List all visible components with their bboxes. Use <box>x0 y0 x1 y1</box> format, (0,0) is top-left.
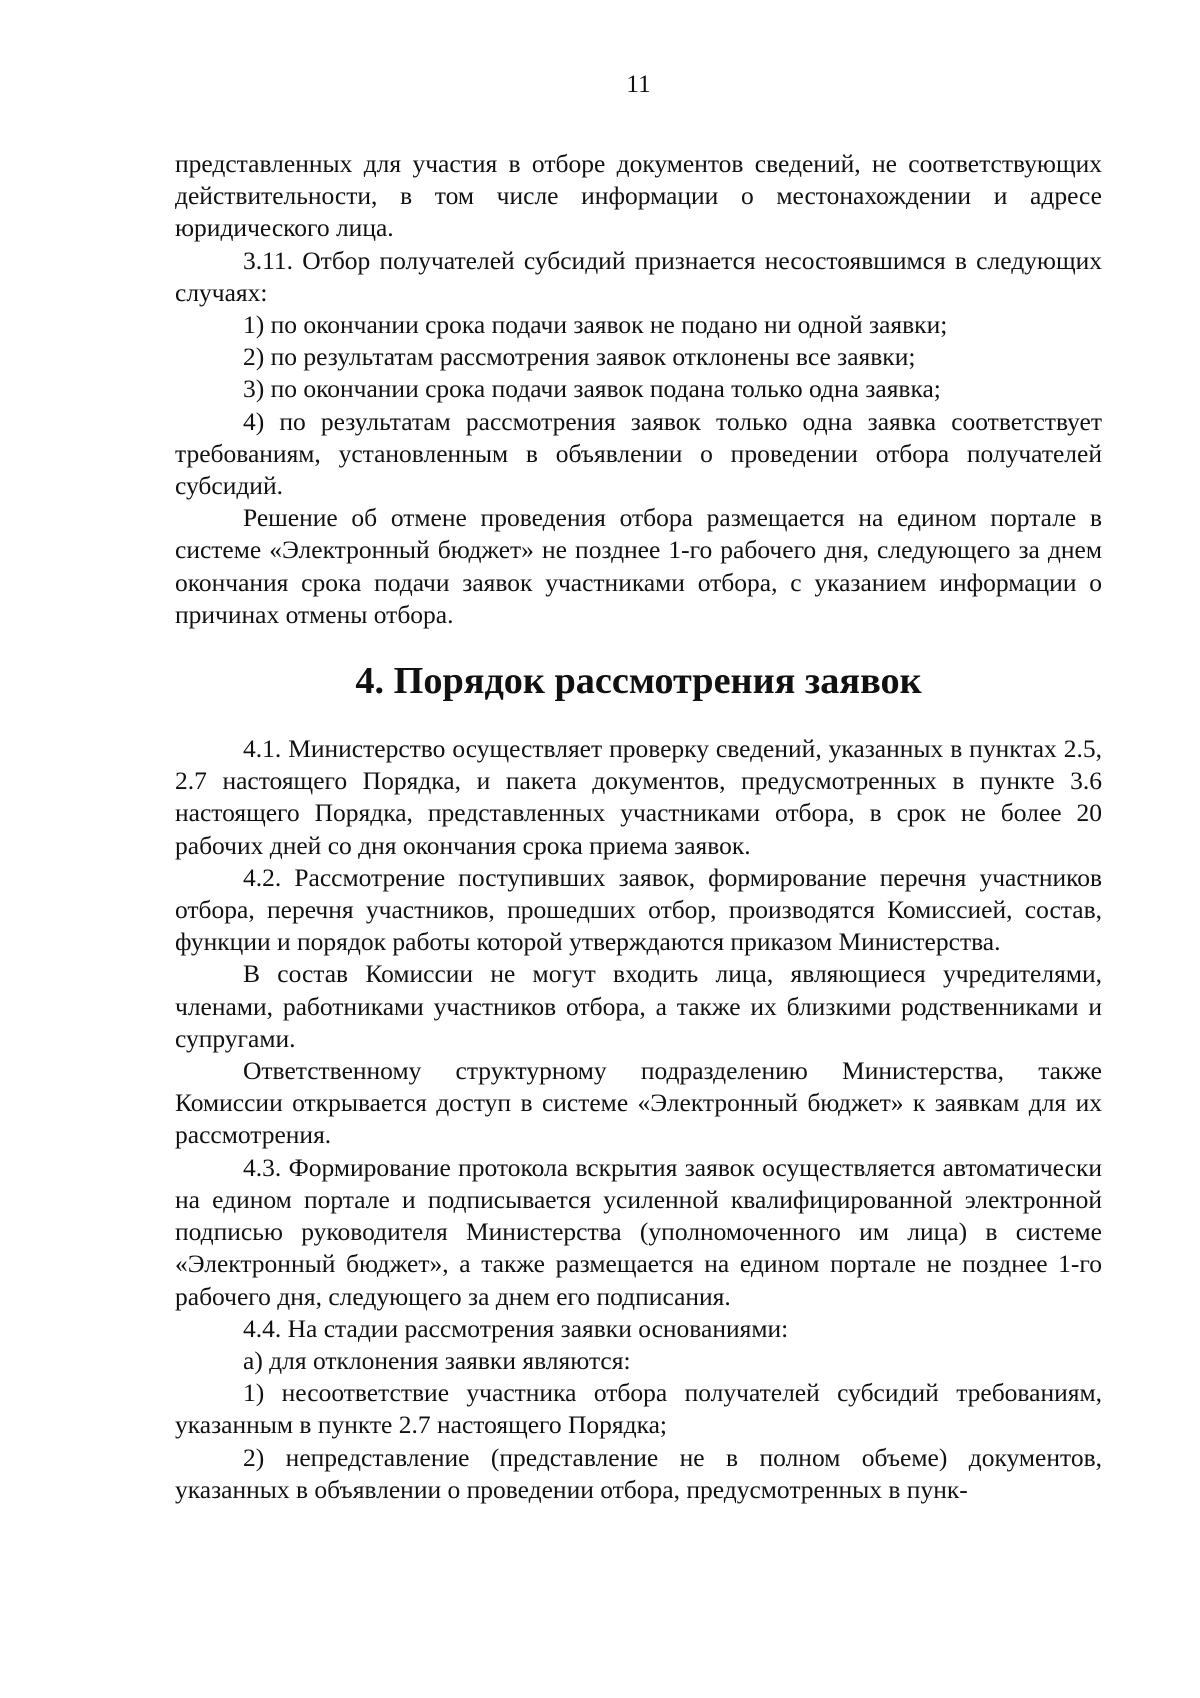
list-item-2: 2) по результатам рассмотрения заявок отклонены все заявки; <box>243 342 916 372</box>
paragraph-cancellation: Решение об отмене проведения отбора размещается на едином портале в системе «Электронный бюджет» не позднее 1-го рабочего дня, следующего за днем окончания срока подачи заявок участниками отбора, с указанием информации о причинах отмены отбора. <box>175 503 1102 629</box>
list-item-1: 1) по окончании срока подачи заявок не подано ни одной заявки; <box>243 310 948 340</box>
paragraph-4-1: 4.1. Министерство осуществляет проверку сведений, указанных в пунктах 2.5, 2.7 настоящего Порядка, и пакета документов, предусмотренных в пункте 3.6 настоящего Порядка, представленных участниками отбора, в срок не более 20 рабочих дней со дня окончания срока приема заявок. <box>175 734 1102 860</box>
paragraph-commission-composition: В состав Комиссии не могут входить лица, являющиеся учредителями, членами, работниками участников отбора, а также их близкими родственниками и супругами. <box>175 959 1102 1053</box>
page-number: 11 <box>626 69 651 98</box>
section-title: 4. Порядок рассмотрения заявок <box>355 660 922 703</box>
list-item-reject-2: 2) непредставление (представление не в полном объеме) документов, указанных в объявлении о проведении отбора, предусмотренных в пунк- <box>175 1442 1102 1504</box>
paragraph-3-11: 3.11. Отбор получателей субсидий признается несостоявшимся в следующих случаях: <box>175 245 1102 307</box>
paragraph-access: Ответственному структурному подразделению Министерства, также Комиссии открывается доступ в системе «Электронный бюджет» к заявкам для их рассмотрения. <box>175 1056 1102 1150</box>
paragraph-continuation: представленных для участия в отборе документов сведений, не соответствующих действительности, в том числе информации о местонахождении и адресе юридического лица. <box>175 149 1102 243</box>
paragraph-4-2: 4.2. Рассмотрение поступивших заявок, формирование перечня участников отбора, перечня участников, прошедших отбор, производятся Комиссией, состав, функции и порядок работы которой утверждаются приказом Министерства. <box>175 862 1102 957</box>
list-item-3: 3) по окончании срока подачи заявок подана только одна заявка; <box>243 374 941 404</box>
paragraph-4-4-a: а) для отклонения заявки являются: <box>243 1345 631 1375</box>
list-item-4: 4) по результатам рассмотрения заявок только одна заявка соответствует требованиям, установленным в объявлении о проведении отбора получателей субсидий. <box>175 406 1102 501</box>
text-block-after-section <box>175 733 1102 1506</box>
paragraph-4-3: 4.3. Формирование протокола вскрытия заявок осуществляется автоматически на едином портале и подписывается усиленной квалифицированной электронной подписью руководителя Министерства (уполномоченного им лица) в системе «Электронный бюджет», а также размещается на едином портале не позднее 1-го рабочего дня, следующего за днем его подписания. <box>175 1152 1102 1311</box>
text-block-before-section <box>175 148 1102 631</box>
list-item-reject-1: 1) несоответствие участника отбора получателей субсидий требованиям, указанным в пункте 2.7 настоящего Порядка; <box>175 1378 1102 1440</box>
paragraph-4-4: 4.4. На стадии рассмотрения заявки основаниями: <box>243 1313 789 1343</box>
